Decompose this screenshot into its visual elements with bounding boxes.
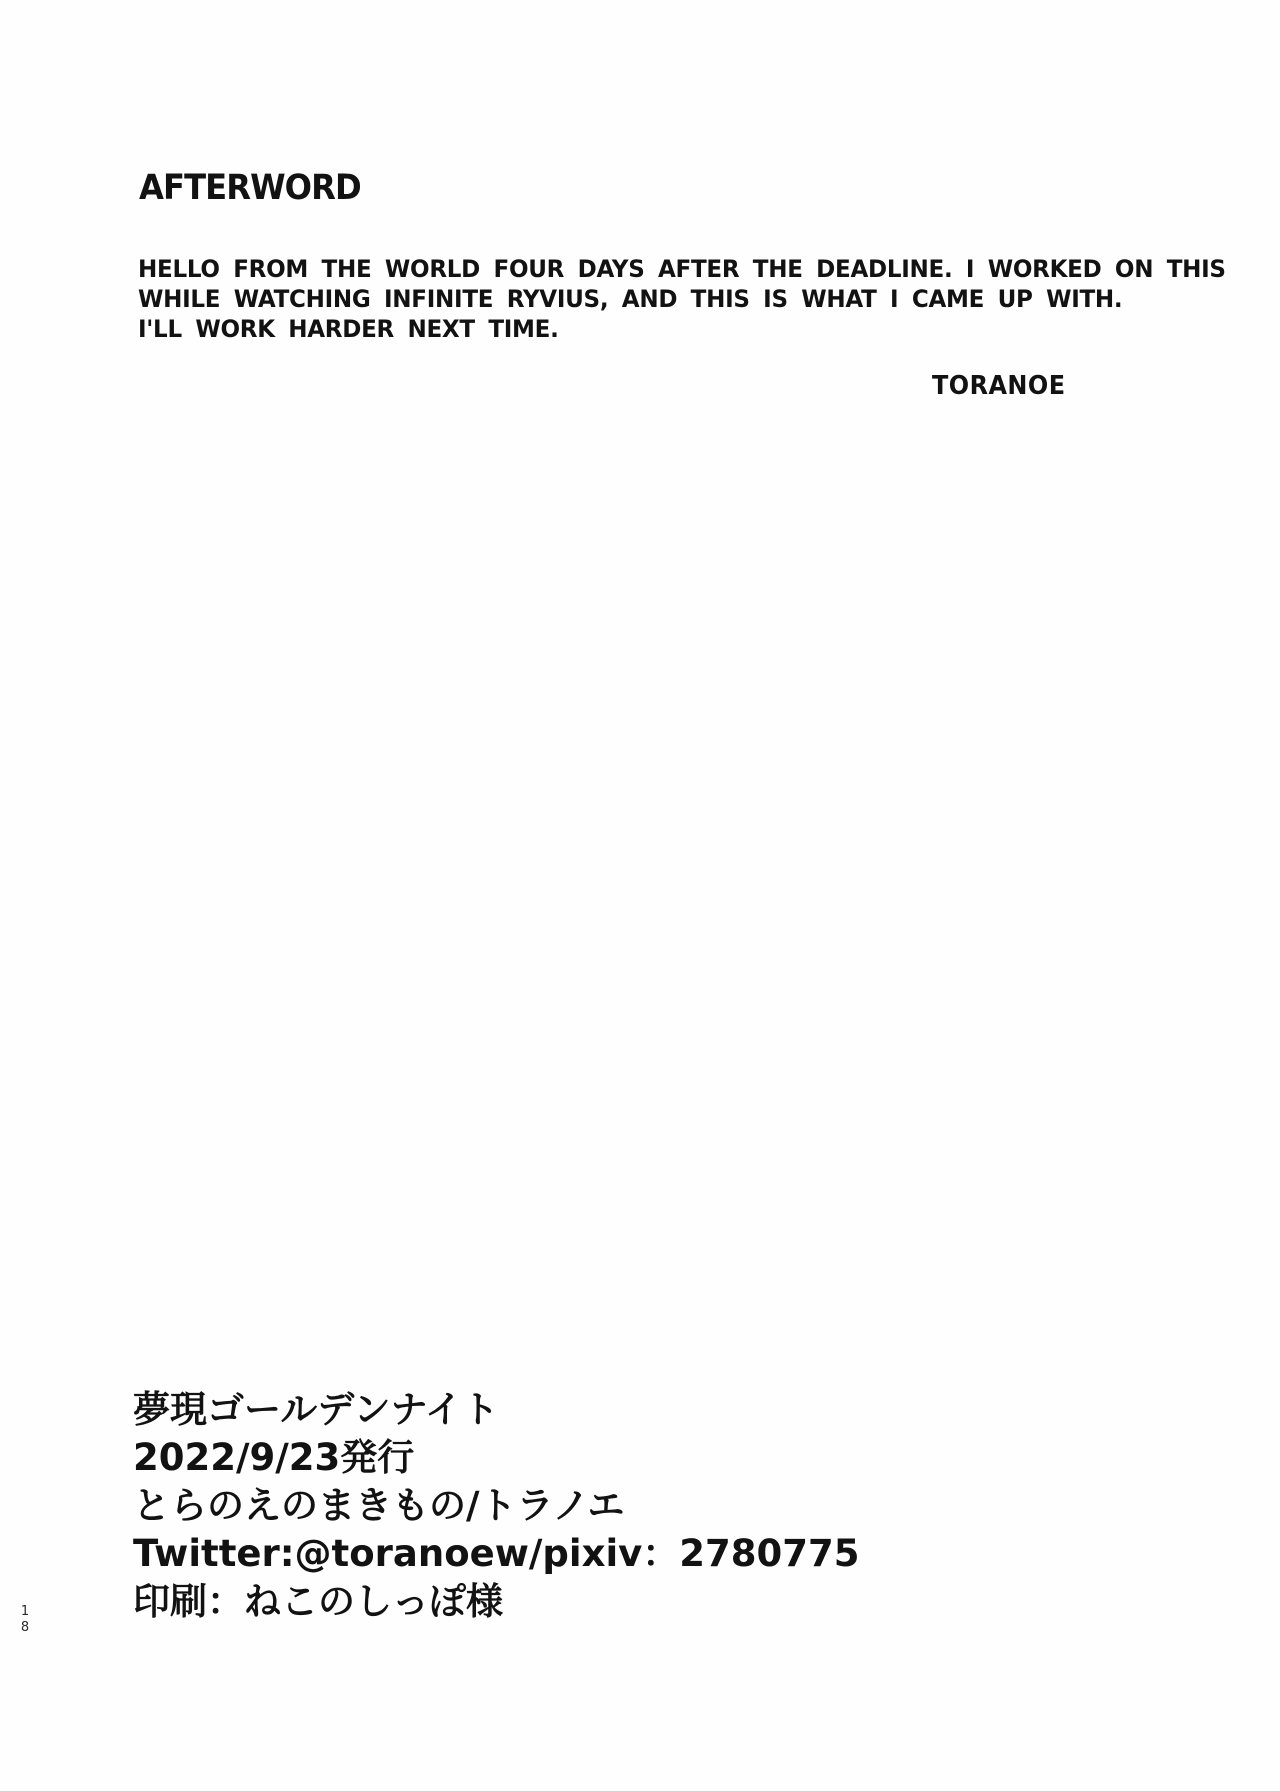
colophon-printer: 印刷：ねこのしっぽ様	[133, 1580, 503, 1623]
page-number	[17, 1604, 33, 1636]
afterword-heading: AFTERWORD	[139, 168, 361, 208]
afterword-body	[138, 254, 1271, 344]
colophon-publish-date: 2022/9/23発行	[133, 1436, 415, 1479]
page-number-digit-2: 8	[20, 1620, 30, 1635]
colophon-credits	[133, 1386, 859, 1626]
afterword-body-line-1: HELLO FROM THE WORLD FOUR DAYS AFTER THE DEADLINE. I WORKED ON THIS	[138, 255, 1226, 283]
colophon-social-links: Twitter:@toranoew/pixiv：2780775	[133, 1532, 860, 1575]
author-signature: TORANOE	[932, 371, 1066, 401]
colophon-title: 夢現ゴールデンナイト	[133, 1388, 499, 1431]
afterword-body-line-3: I'LL WORK HARDER NEXT TIME.	[138, 315, 559, 343]
colophon-circle-author: とらのえのまきもの/トラノエ	[133, 1484, 625, 1527]
afterword-body-line-2: WHILE WATCHING INFINITE RYVIUS, AND THIS IS WHAT I CAME UP WITH.	[138, 285, 1123, 313]
page-number-digit-1: 1	[20, 1604, 30, 1619]
